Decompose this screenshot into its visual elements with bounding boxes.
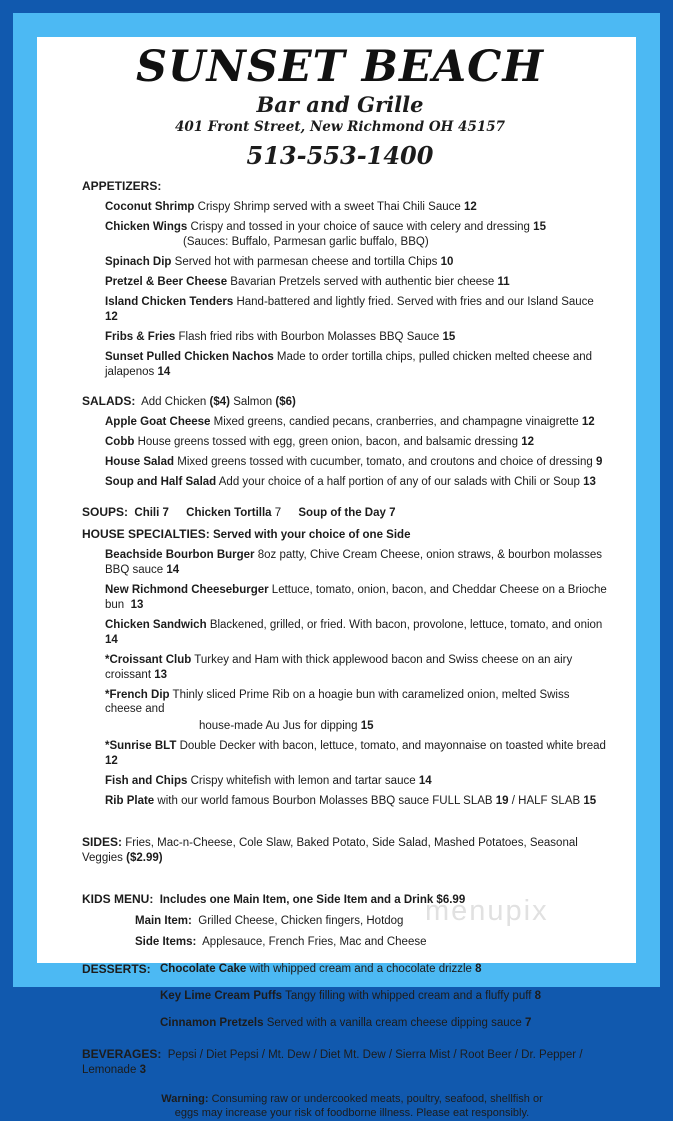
section-label: BEVERAGES: <box>82 1047 162 1062</box>
item-name: Cobb <box>105 436 135 449</box>
item-name: Fish and Chips <box>105 775 188 788</box>
kids-row-label: Main Item: <box>135 914 192 927</box>
menu-item <box>105 475 608 490</box>
item-price: 15 <box>360 720 374 733</box>
item-price: 12 <box>581 416 595 429</box>
kids-row <box>135 935 608 950</box>
menu-item <box>105 350 608 380</box>
item-desc2: / HALF SLAB <box>511 795 581 808</box>
item-name: Pretzel & Beer Cheese <box>105 275 228 288</box>
menu-item <box>160 962 482 978</box>
item-desc: Thinly sliced Prime Rib on a hoagie bun with caramelized onion, melted Swiss cheese and <box>105 688 570 716</box>
menu-item <box>105 794 608 809</box>
menu-item <box>105 548 608 578</box>
item-desc: with whipped cream and a chocolate drizzle <box>249 962 472 975</box>
section-beverages <box>82 1047 608 1078</box>
section-soups <box>82 505 608 521</box>
kids-row-text: Grilled Cheese, Chicken fingers, Hotdog <box>198 914 404 927</box>
section-label: SOUPS: <box>82 505 129 520</box>
menu-item <box>105 200 608 215</box>
item-desc: Served with a vanilla cream cheese dipping sauce <box>266 1017 522 1030</box>
menu-item <box>105 415 608 430</box>
warning-notice <box>152 1092 552 1121</box>
item-desc: Hand-battered and lightly fried. Served with fries and our Island Sauce <box>236 295 594 308</box>
menu-item <box>105 330 608 345</box>
soup-item: Chicken Tortilla 7 <box>186 507 282 520</box>
item-price: 8 <box>475 962 482 975</box>
item-price: 10 <box>440 255 454 268</box>
item-subnote: (Sauces: Buffalo, Parmesan garlic buffalo, BBQ) <box>183 235 429 248</box>
item-price: 9 <box>595 456 603 469</box>
item-desc: with our world famous Bourbon Molasses BBQ sauce FULL SLAB <box>157 795 493 808</box>
item-price: 7 <box>525 1017 532 1030</box>
beverages-list: Pepsi / Diet Pepsi / Mt. Dew / Diet Mt. Dew / Sierra Mist / Root Beer / Dr. Pepper / Lemonade <box>82 1049 583 1077</box>
item-name: Sunset Pulled Chicken Nachos <box>105 350 274 363</box>
salads-note: Salmon <box>233 396 273 409</box>
section-specialties <box>82 527 608 809</box>
item-desc: Crispy and tossed in your choice of sauce with celery and dressing <box>190 221 530 234</box>
item-name: Fribs & Fries <box>105 330 176 343</box>
item-desc: Turkey and Ham with thick applewood bacon and Swiss cheese on an airy croissant <box>105 653 573 681</box>
section-salads <box>82 394 608 490</box>
item-name: Chicken Sandwich <box>105 618 207 631</box>
sides-price: ($2.99) <box>126 852 163 865</box>
salads-note-price: ($4) <box>209 396 230 409</box>
item-name: Apple Goat Cheese <box>105 416 211 429</box>
sides-list: Fries, Mac-n-Cheese, Cole Slaw, Baked Potato, Side Salad, Mashed Potatoes, Seasonal Veggies <box>82 837 578 865</box>
warning-text: Consuming raw or undercooked meats, poultry, seafood, shellfish or eggs may increase your risk of foodborne illness. Please eat responsibly. <box>174 1093 543 1120</box>
item-price: 14 <box>105 633 118 646</box>
item-price: 13 <box>130 598 144 611</box>
item-subline: house-made Au Jus for dipping 15 <box>199 720 374 733</box>
menu-item <box>105 774 608 789</box>
item-name: Beachside Bourbon Burger <box>105 549 255 562</box>
item-price: 11 <box>497 275 510 288</box>
item-desc: Crispy whitefish with lemon and tartar sauce <box>190 775 416 788</box>
section-label: DESSERTS: <box>82 961 151 976</box>
item-desc: Mixed greens, candied pecans, cranberries, and champagne vinaigrette <box>213 416 579 429</box>
section-label: KIDS MENU: <box>82 891 154 906</box>
beverages-price: 3 <box>139 1064 146 1077</box>
salads-note: Add Chicken <box>141 396 207 409</box>
item-name: Coconut Shrimp <box>105 201 195 214</box>
item-price: 12 <box>105 755 118 768</box>
menu-item <box>105 653 608 683</box>
item-price: 15 <box>442 330 456 343</box>
item-name: Cinnamon Pretzels <box>160 1017 264 1030</box>
section-label: SIDES: <box>82 835 123 850</box>
menu-header <box>82 42 598 171</box>
kids-row-text: Applesauce, French Fries, Mac and Cheese <box>202 935 427 948</box>
item-price: 8 <box>534 990 542 1003</box>
menu-item <box>105 255 608 270</box>
item-desc: Crispy Shrimp served with a sweet Thai Chili Sauce <box>197 201 461 214</box>
item-name: House Salad <box>105 456 175 469</box>
menu-item <box>105 220 608 250</box>
menu-inner-frame <box>13 13 660 1120</box>
menu-item <box>105 295 608 325</box>
menu-item <box>105 583 608 613</box>
item-desc: Flash fried ribs with Bourbon Molasses BBQ Sauce <box>178 330 440 343</box>
item-price: 12 <box>463 201 477 214</box>
menu-item <box>105 275 608 290</box>
item-price: 15 <box>533 221 546 234</box>
section-label: HOUSE SPECIALTIES: <box>82 527 210 542</box>
menupix-watermark: menupix <box>425 895 549 927</box>
item-desc: Mixed greens tossed with cucumber, tomato, and croutons and choice of dressing <box>177 456 593 469</box>
item-price2: 15 <box>583 795 597 808</box>
item-desc: Add your choice of a half portion of any of our salads with Chili or Soup <box>218 476 580 489</box>
section-sides <box>82 835 608 866</box>
item-name: Rib Plate <box>105 795 155 808</box>
menu-item <box>160 989 608 1004</box>
kids-note: Includes one Main Item, one Side Item and a Drink $6.99 <box>159 893 466 906</box>
item-desc: Tangy filling with whipped cream and a fluffy puff <box>285 990 532 1003</box>
item-desc: Lettuce, tomato, onion, bacon, and Cheddar Cheese on a Brioche bun <box>105 583 607 611</box>
item-name: *Croissant Club <box>105 653 192 666</box>
menu-item <box>105 435 608 450</box>
restaurant-subtitle: Bar and Grille <box>256 92 424 118</box>
section-desserts <box>82 962 608 1031</box>
item-price: 14 <box>166 563 180 576</box>
item-name: Soup and Half Salad <box>105 476 217 489</box>
section-appetizers <box>82 179 608 379</box>
section-note: Served with your choice of one Side <box>213 529 411 542</box>
item-desc: 8oz patty, Chive Cream Cheese, onion straws, & bourbon molasses BBQ sauce <box>105 549 603 576</box>
menu-item <box>105 739 608 769</box>
item-desc: Served hot with parmesan cheese and tortilla Chips <box>174 255 438 268</box>
soup-item: Chili 7 <box>134 507 169 520</box>
menu-item <box>105 455 608 470</box>
item-name: Chocolate Cake <box>160 962 247 975</box>
dessert-row <box>82 962 608 978</box>
item-price: 14 <box>418 775 432 788</box>
item-name: *Sunrise BLT <box>105 740 177 753</box>
restaurant-address: 401 Front Street, New Richmond OH 45157 <box>174 119 506 136</box>
restaurant-phone: 513-553-1400 <box>246 140 434 170</box>
menu-item <box>105 688 608 735</box>
section-label: APPETIZERS: <box>82 179 162 194</box>
item-price: 13 <box>583 476 596 489</box>
item-name: *French Dip <box>105 688 170 701</box>
menu-page <box>37 37 636 1120</box>
item-price: 14 <box>157 365 171 378</box>
restaurant-name: SUNSET BEACH <box>136 42 544 92</box>
item-price: 12 <box>105 310 118 323</box>
item-name: Island Chicken Tenders <box>105 295 234 308</box>
warning-label: Warning: <box>161 1093 209 1106</box>
menu-item <box>160 1016 608 1031</box>
item-name: Spinach Dip <box>105 255 172 268</box>
item-desc: Made to order tortilla chips, pulled chicken melted cheese and jalapenos <box>105 350 593 378</box>
salads-note-price: ($6) <box>275 396 296 409</box>
item-desc: Blackened, grilled, or fried. With bacon, provolone, lettuce, tomato, and onion <box>209 618 603 631</box>
item-desc: Bavarian Pretzels served with authentic bier cheese <box>230 275 495 288</box>
item-price: 13 <box>154 668 168 681</box>
item-desc: House greens tossed with egg, green onion, bacon, and balsamic dressing <box>137 436 518 449</box>
soup-item: Soup of the Day 7 <box>298 507 396 520</box>
item-name: Chicken Wings <box>105 221 188 234</box>
section-label: SALADS: <box>82 394 136 409</box>
item-price: 12 <box>521 436 534 449</box>
kids-row-label: Side Items: <box>135 935 197 948</box>
item-desc: Double Decker with bacon, lettuce, tomato, and mayonnaise on toasted white bread <box>179 740 606 753</box>
item-name: Key Lime Cream Puffs <box>160 990 283 1003</box>
item-price: 19 <box>495 795 509 808</box>
item-name: New Richmond Cheeseburger <box>105 583 269 596</box>
menu-item <box>105 618 608 648</box>
